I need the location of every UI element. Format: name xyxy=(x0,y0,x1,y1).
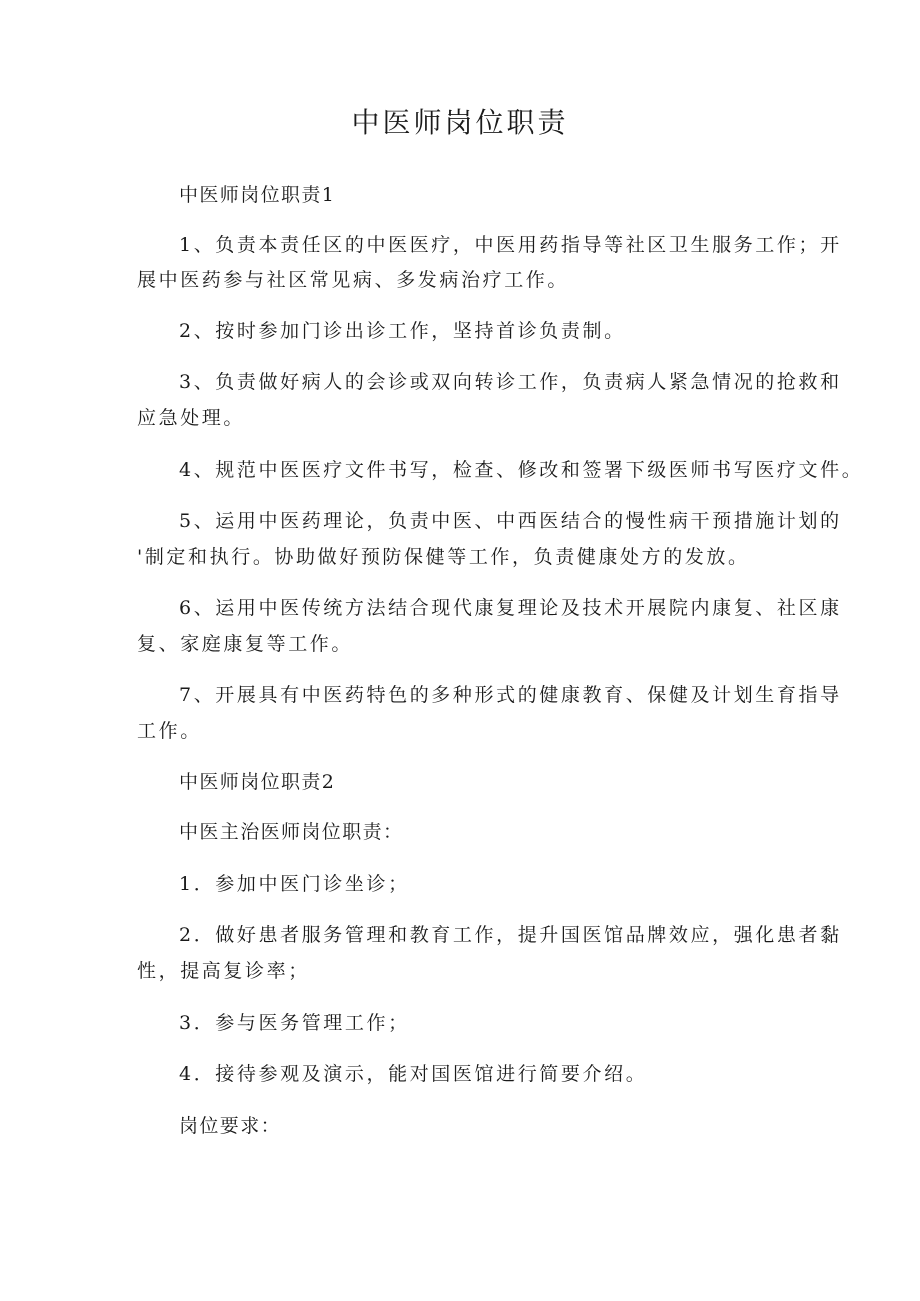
section1-item3-line2: 应急处理。 xyxy=(137,407,246,429)
section1-item7-line1: 7、开展具有中医药特色的多种形式的健康教育、保健及计划生育指导 xyxy=(179,684,842,706)
section1-heading: 中医师岗位职责1 xyxy=(179,184,336,206)
section1-item7-line2: 工作。 xyxy=(137,720,202,742)
section2-item2-line1: 2．做好患者服务管理和教育工作，提升国医馆品牌效应，强化患者黏 xyxy=(179,924,842,946)
section1-item3-line1: 3、负责做好病人的会诊或双向转诊工作，负责病人紧急情况的抢救和 xyxy=(179,371,842,393)
section2-item3: 3．参与医务管理工作； xyxy=(179,1012,410,1034)
section1-item5-line2: '制定和执行。协助做好预防保健等工作，负责健康处方的发放。 xyxy=(137,546,750,568)
document-title: 中医师岗位职责 xyxy=(351,106,569,139)
section2-heading: 中医师岗位职责2 xyxy=(179,771,336,793)
section1-item5-line1: 5、运用中医药理论，负责中医、中西医结合的慢性病干预措施计划的 xyxy=(179,510,842,532)
section1-item2: 2、按时参加门诊出诊工作，坚持首诊负责制。 xyxy=(179,320,626,342)
section2-item1: 1．参加中医门诊坐诊； xyxy=(179,873,410,895)
section2-item4: 4．接待参观及演示，能对国医馆进行简要介绍。 xyxy=(179,1063,648,1085)
section1-item1-line1: 1、负责本责任区的中医医疗，中医用药指导等社区卫生服务工作；开 xyxy=(179,234,842,256)
section2-subheading: 中医主治医师岗位职责： xyxy=(179,821,404,843)
section1-item4: 4、规范中医医疗文件书写，检查、修改和签署下级医师书写医疗文件。 xyxy=(179,459,864,481)
section2-item2-line2: 性，提高复诊率； xyxy=(137,960,310,982)
section1-item6-line1: 6、运用中医传统方法结合现代康复理论及技术开展院内康复、社区康 xyxy=(179,597,842,619)
requirements-heading: 岗位要求： xyxy=(179,1115,282,1137)
section1-item6-line2: 复、家庭康复等工作。 xyxy=(137,633,354,655)
section1-item1-line2: 展中医药参与社区常见病、多发病治疗工作。 xyxy=(137,269,570,291)
